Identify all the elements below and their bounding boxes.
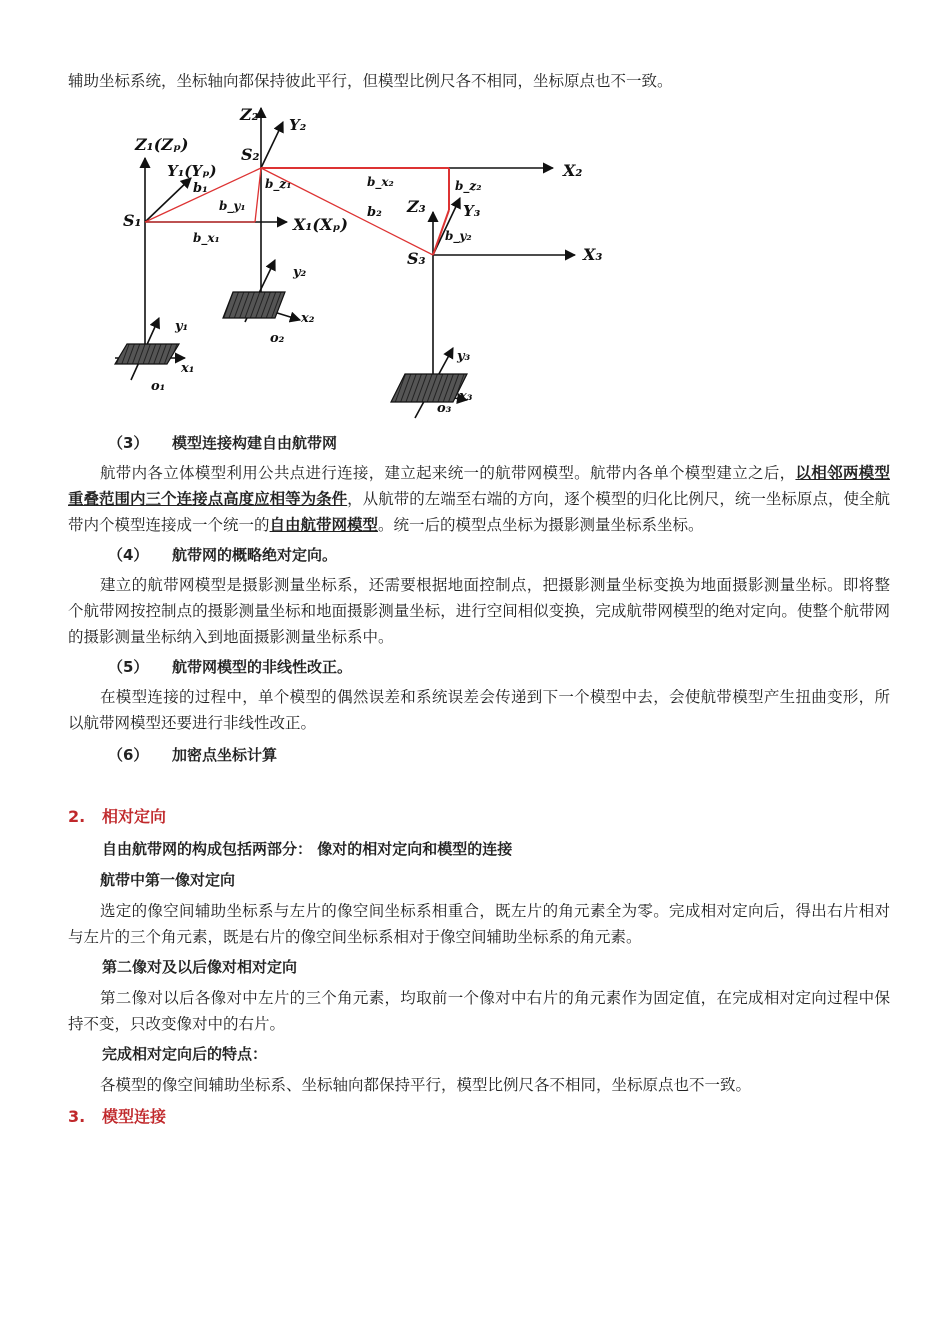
intro-line: 辅助坐标系统，坐标轴向都保持彼此平行，但模型比例尺各不相同，坐标原点也不一致。	[68, 72, 673, 90]
sec2-p2: 第二像对以后各像对中左片的三个角元素，均取前一个像对中右片的角元素作为固定值，在完成相对定向过程中保持不变，只改变像对中的右片。	[68, 989, 890, 1033]
sec2-p3: 各模型的像空间辅助坐标系、坐标轴向都保持平行，模型比例尺各不相同，坐标原点也不一致。	[100, 1076, 752, 1094]
label-img-y1: y₁	[175, 319, 189, 334]
label-z3: Z₃	[407, 197, 426, 216]
label-by1: b_y₁	[219, 199, 246, 213]
label-s3: S₃	[407, 249, 426, 268]
label-y3top: Y₃	[463, 202, 481, 220]
label-by2: b_y₂	[445, 229, 472, 243]
label-img-o2: o₂	[270, 331, 285, 346]
label-bz2: b_z₂	[455, 179, 482, 193]
label-img-x1: x₁	[181, 361, 195, 376]
label-img-y2: y₂	[293, 265, 307, 280]
label-x1p: X₁(Xₚ)	[293, 215, 348, 234]
label-img-o1: o₁	[151, 379, 166, 394]
label-x3: X₃	[583, 245, 603, 264]
s3-paragraph: 航带内各立体模型利用公共点进行连接，建立起来统一的航带网模型。航带内各单个模型建立之后，以相邻两模型重叠范围内三个连接点高度应相等为条件，从航带的左端至右端的方向，逐个模型的归化比例尺，统一坐标原点，使全航带内个模型连接成一个统一的自由航带网模型。统一后的模型点坐标为摄影测量坐标系坐标。	[68, 464, 890, 534]
photo-3	[391, 374, 467, 402]
s6-heading: （6） 加密点坐标计算	[108, 746, 278, 764]
sec2-h3: 完成相对定向后的特点：	[102, 1045, 268, 1063]
s5-paragraph: 在模型连接的过程中，单个模型的偶然误差和系统误差会传递到下一个模型中去，会使航带模型产生扭曲变形，所以航带网模型还要进行非线性改正。	[68, 688, 890, 732]
label-bx1: b_x₁	[193, 231, 220, 245]
label-s2: S₂	[241, 145, 260, 164]
sec2-title: 2. 相对定向	[68, 807, 167, 826]
label-bz1: b_z₁	[265, 177, 292, 191]
label-z2: Z₂	[240, 105, 259, 124]
label-y2top: Y₂	[289, 116, 307, 134]
sec2-h2: 第二像对及以后像对相对定向	[102, 958, 298, 976]
label-y1: Y₁(Yₚ)	[167, 162, 217, 180]
y2-axis	[261, 122, 283, 168]
sec2-p1: 选定的像空间辅助坐标系与左片的像空间坐标系相重合，既左片的角元素全为零。完成相对定向后，得出右片相对与左片的三个角元素，既是右片的像空间坐标系相对于像空间辅助坐标系的角元素。	[68, 902, 890, 946]
s4-paragraph: 建立的航带网模型是摄影测量坐标系，还需要根据地面控制点，把摄影测量坐标变换为地面摄影测量坐标。即将整个航带网按控制点的摄影测量坐标和地面摄影测量坐标，进行空间相似变换，完成航带网模型的绝对定向。使整个航带网的摄影测量坐标纳入到地面摄影测量坐标系中。	[68, 576, 890, 646]
sec2-sub: 自由航带网的构成包括两部分： 像对的相对定向和模型的连接	[102, 840, 513, 858]
photo-1	[115, 344, 179, 364]
label-b1: b₁	[193, 181, 208, 196]
label-img-x3: x₃	[459, 389, 473, 404]
strip-model-figure	[95, 100, 615, 430]
y1-axis	[145, 178, 191, 222]
sec3-title: 3. 模型连接	[68, 1107, 167, 1126]
label-img-x2: x₂	[301, 311, 315, 326]
label-img-o3: o₃	[437, 401, 452, 416]
label-img-y3: y₃	[457, 349, 471, 364]
label-bx2: b_x₂	[367, 175, 394, 189]
label-s1: S₁	[123, 211, 142, 230]
sec2-h1: 航带中第一像对定向	[100, 871, 236, 889]
label-b2: b₂	[367, 205, 382, 220]
photo-2	[223, 292, 285, 318]
s4-heading: （4） 航带网的概略绝对定向。	[108, 546, 338, 564]
label-x2: X₂	[563, 161, 583, 180]
s3-heading: （3） 模型连接构建自由航带网	[108, 434, 338, 452]
label-z1: Z₁(Zₚ)	[135, 135, 189, 154]
s5-heading: （5） 航带网模型的非线性改正。	[108, 658, 353, 676]
